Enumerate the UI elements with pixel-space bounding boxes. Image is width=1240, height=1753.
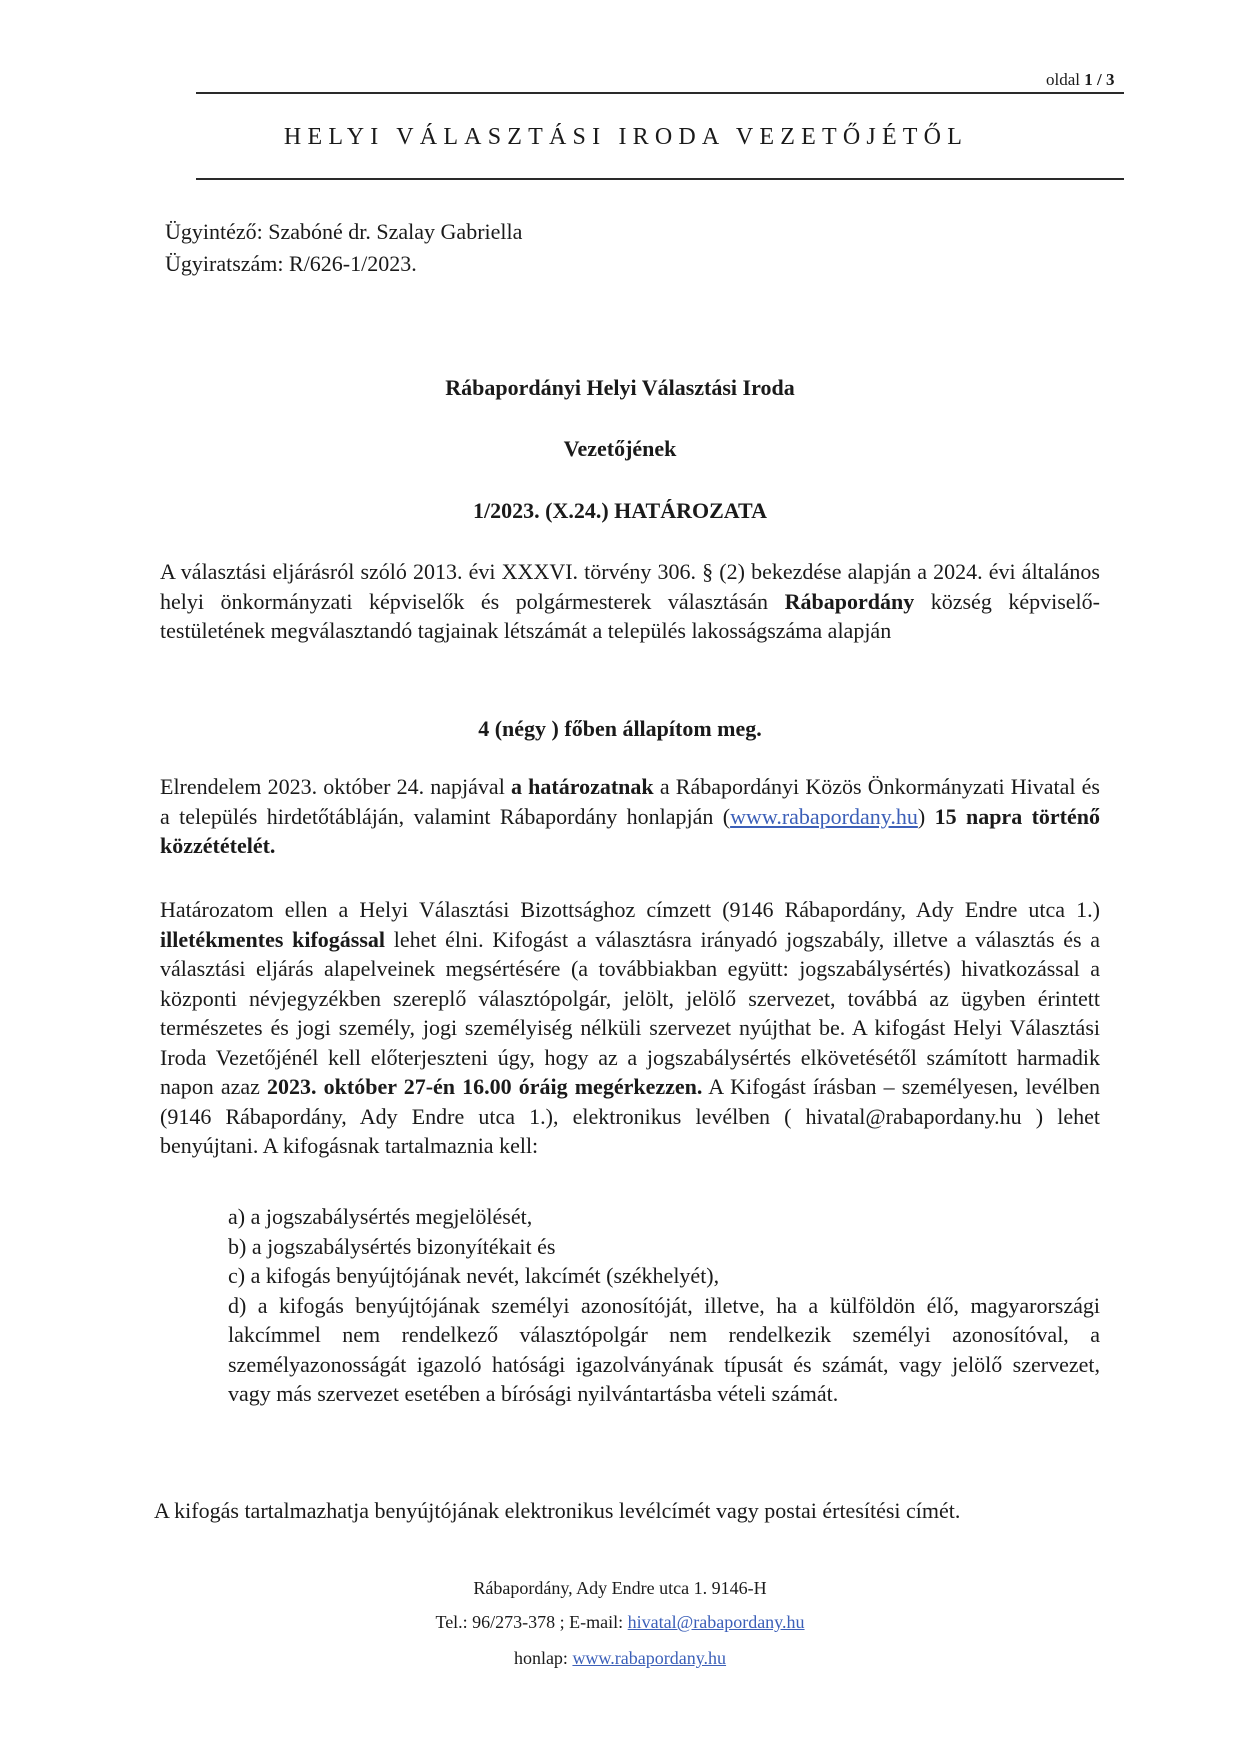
requirements-list <box>228 1202 1100 1409</box>
decision-statement: 4 (négy ) főben állapítom meg. <box>478 716 762 741</box>
file-number-line: Ügyiratszám: R/626-1/2023. <box>165 251 417 276</box>
paragraph-publication: Elrendelem 2023. október 24. napjával a határozatnak a Rábapordányi Közös Önkormányzati Hivatal és a település hirdetőtábláján, valamint Rábapordány honlapján (www.rabapordany.hu) 15 napra történő közzétételét. <box>160 774 1101 858</box>
heading-leader: Vezetőjének <box>563 436 677 461</box>
heading-office: Rábapordányi Helyi Választási Iroda <box>445 375 795 400</box>
municipality-name: Rábapordány <box>784 588 915 614</box>
handler-line: Ügyintéző: Szabóné dr. Szalay Gabriella <box>165 219 523 244</box>
header-rule-top <box>196 92 1124 94</box>
website-link[interactable]: www.rabapordany.hu <box>730 803 918 829</box>
paragraph-legal-basis: A választási eljárásról szóló 2013. évi XXXVI. törvény 306. § (2) bekezdése alapján a 2024. évi általános helyi önkormányzati képviselők és polgármesterek választásán Rábapordány község képviselő-testületének megválasztandó tagjainak létszámát a település lakosságszáma alapján <box>160 559 1100 643</box>
footer-contact: Tel.: 96/273-378 ; E-mail: hivatal@rabapordany.hu <box>435 1612 805 1632</box>
list-item: c) a kifogás benyújtójának nevét, lakcímét (székhelyét), <box>228 1263 720 1288</box>
case-meta <box>165 216 522 280</box>
list-item: b) a jogszabálysértés bizonyítékait és <box>228 1233 556 1259</box>
list-item: d) a kifogás benyújtójának személyi azonosítóját, illetve, ha a külföldön élő, magyarországi lakcímmel nem rendelkező választópolgár nem rendelkezik személyi azonosítóval, a személyazonosságát igazoló hatósági igazolványának típusát és számát, vagy jelölő szervezet, vagy más szervezet esetében a bírósági nyilvántartásba vételi számát. <box>228 1292 1100 1406</box>
header-rule-bottom <box>196 178 1124 180</box>
footer-address: Rábapordány, Ady Endre utca 1. 9146-H <box>473 1578 767 1598</box>
deadline: 2023. október 27-én 16.00 óráig megérkezzen. <box>267 1074 703 1099</box>
footer-website: honlap: www.rabapordany.hu <box>513 1648 727 1668</box>
footer-website-link[interactable]: www.rabapordany.hu <box>572 1648 727 1668</box>
closing-note: A kifogás tartalmazhatja benyújtójának elektronikus levélcímét vagy postai értesítési címét. <box>154 1498 961 1523</box>
header-title: HELYI VÁLASZTÁSI IRODA VEZETŐJÉTŐL <box>283 124 969 150</box>
page-number: oldal 1 / 3 <box>1046 70 1115 89</box>
list-item: a) a jogszabálysértés megjelölését, <box>228 1204 533 1229</box>
email-link[interactable]: hivatal@rabapordany.hu <box>627 1612 805 1632</box>
paragraph-appeal: Határozatom ellen a Helyi Választási Bizottsághoz címzett (9146 Rábapordány, Ady Endre utca 1.) illetékmentes kifogással lehet élni. Kifogást a választásra irányadó jogszabály, illetve a választás és a választási eljárás alapelveinek megsértésére (a továbbiakban együtt: jogszabálysértés) hivatkozással a központi névjegyzékben szereplő választópolgár, jelölt, jelölő szervezet, továbbá az ügyben érintett természetes és jogi személy, jogi személyiség nélküli szervezet nyújthat be. A kifogást Helyi Választási Iroda Vezetőjénél kell előterjeszteni úgy, hogy az a jogszabálysértés elkövetésétől számított harmadik napon azaz 2023. október 27-én 16.00 óráig megérkezzen. A Kifogást írásban – személyesen, levélben (9146 Rábapordány, Ady Endre utca 1.), elektronikus levélben ( hivatal@rabapordany.hu ) lehet benyújtani. A kifogásnak tartalmaznia kell: <box>160 897 1100 1158</box>
heading-resolution: 1/2023. (X.24.) HATÁROZATA <box>473 498 767 523</box>
